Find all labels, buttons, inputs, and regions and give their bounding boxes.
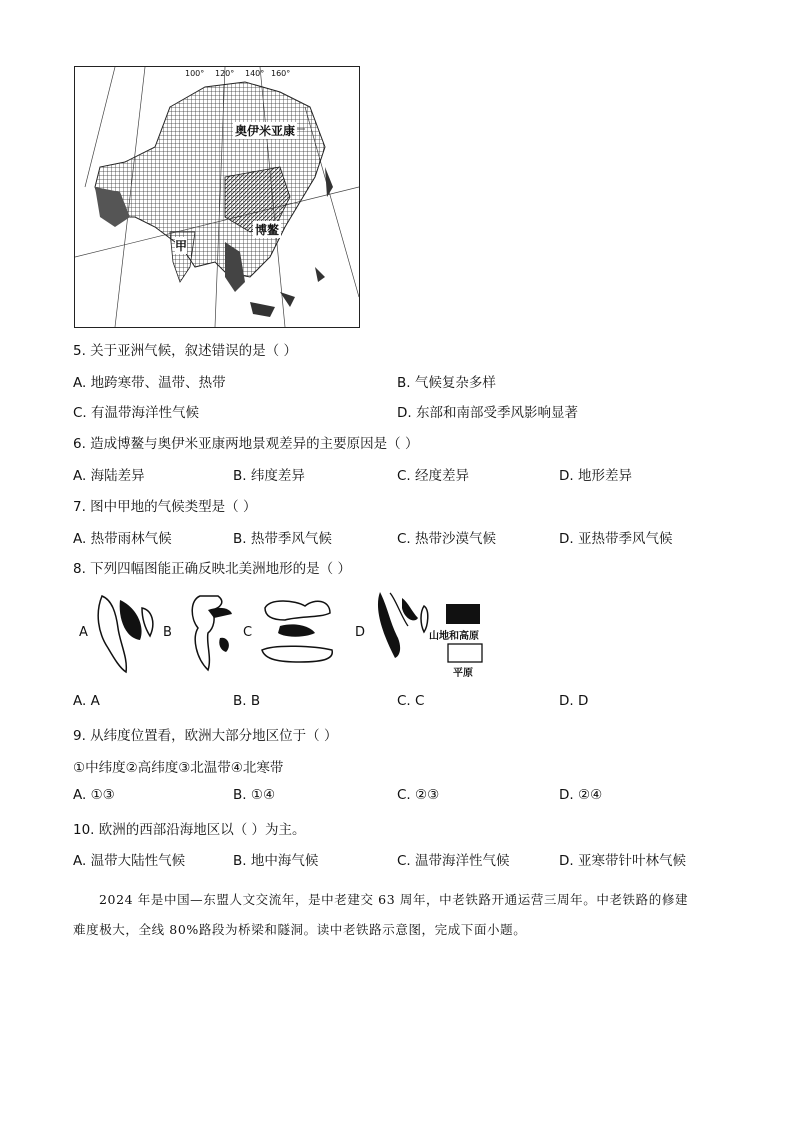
question-5-option-c[interactable]: C. 有温带海洋性气候 xyxy=(73,405,200,421)
lon-label-2: 120° xyxy=(215,69,235,78)
figure8-letter-b: B xyxy=(163,625,172,640)
figure8-letter-d: D xyxy=(355,625,366,640)
question-5-option-b[interactable]: B. 气候复杂多样 xyxy=(397,375,496,391)
oymyakon-label: 奥伊米亚康 xyxy=(235,124,296,138)
legend-mountain-label: 山地和高原 xyxy=(429,631,479,642)
asia-landmass xyxy=(95,82,325,277)
question-8-option-c[interactable]: C. C xyxy=(397,693,425,709)
legend-plain-label: 平原 xyxy=(453,668,473,679)
question-8-option-a[interactable]: A. A xyxy=(73,693,100,709)
figure8-map-b xyxy=(192,596,232,670)
question-7-option-d[interactable]: D. 亚热带季风气候 xyxy=(559,531,673,547)
question-6-option-a[interactable]: A. 海陆差异 xyxy=(73,468,145,484)
question-10-option-d[interactable]: D. 亚寒带针叶林气候 xyxy=(559,853,686,869)
question-10-option-c[interactable]: C. 温带海洋性气候 xyxy=(397,853,510,869)
question-6-option-d[interactable]: D. 地形差异 xyxy=(559,468,632,484)
question-10-stem: 10. 欧洲的西部沿海地区以（ ）为主。 xyxy=(73,822,306,838)
question-5-option-d[interactable]: D. 东部和南部受季风影响显著 xyxy=(397,405,578,421)
question-9-option-d[interactable]: D. ②④ xyxy=(559,787,603,803)
question-10-option-b[interactable]: B. 地中海气候 xyxy=(233,853,319,869)
question-7-option-a[interactable]: A. 热带雨林气候 xyxy=(73,531,172,547)
figure8-letter-a: A xyxy=(79,625,88,640)
question-5-stem: 5. 关于亚洲气候，叙述错误的是（ ） xyxy=(73,343,297,359)
lon-label-1: 100° xyxy=(185,69,205,78)
question-9-stem: 9. 从纬度位置看，欧洲大部分地区位于（ ） xyxy=(73,728,338,744)
asia-map-svg xyxy=(75,67,359,327)
question-9-option-c[interactable]: C. ②③ xyxy=(397,787,440,803)
asia-map xyxy=(74,66,360,328)
question-9-option-b[interactable]: B. ①④ xyxy=(233,787,276,803)
question-7-option-b[interactable]: B. 热带季风气候 xyxy=(233,531,332,547)
figure8-map-c xyxy=(262,601,332,662)
question-7-stem: 7. 图中甲地的气候类型是（ ） xyxy=(73,499,257,515)
question-9-option-a[interactable]: A. ①③ xyxy=(73,787,115,803)
question-10-option-a[interactable]: A. 温带大陆性气候 xyxy=(73,853,186,869)
legend-plain-swatch xyxy=(448,644,482,662)
jia-label: 甲 xyxy=(175,239,188,253)
question-7-option-c[interactable]: C. 热带沙漠气候 xyxy=(397,531,497,547)
legend-mountain-swatch xyxy=(446,604,480,624)
passage-line-1: 2024 年是中国—东盟人文交流年，是中老建交 63 周年，中老铁路开通运营三周年。中老铁路的修建 xyxy=(99,892,689,907)
question-6-stem: 6. 造成博鳌与奥伊米亚康两地景观差异的主要原因是（ ） xyxy=(73,436,419,452)
question-5-option-a[interactable]: A. 地跨寒带、温带、热带 xyxy=(73,375,226,391)
question-6-option-c[interactable]: C. 经度差异 xyxy=(397,468,470,484)
lon-label-4: 160° xyxy=(271,69,291,78)
figure8-map-a xyxy=(98,596,153,672)
question-8-option-b[interactable]: B. B xyxy=(233,693,261,709)
question-6-option-b[interactable]: B. 纬度差异 xyxy=(233,468,305,484)
question-8-stem: 8. 下列四幅图能正确反映北美洲地形的是（ ） xyxy=(73,561,351,577)
boao-label: 博鳌 xyxy=(255,223,280,237)
question-8-option-d[interactable]: D. D xyxy=(559,693,589,709)
lon-label-3: 140° xyxy=(245,69,265,78)
figure8-letter-c: C xyxy=(243,625,253,640)
question-9-statements: ①中纬度②高纬度③北温带④北寒带 xyxy=(73,760,284,776)
passage-line-2: 难度极大，全线 80%路段为桥梁和隧洞。读中老铁路示意图，完成下面小题。 xyxy=(73,922,527,937)
